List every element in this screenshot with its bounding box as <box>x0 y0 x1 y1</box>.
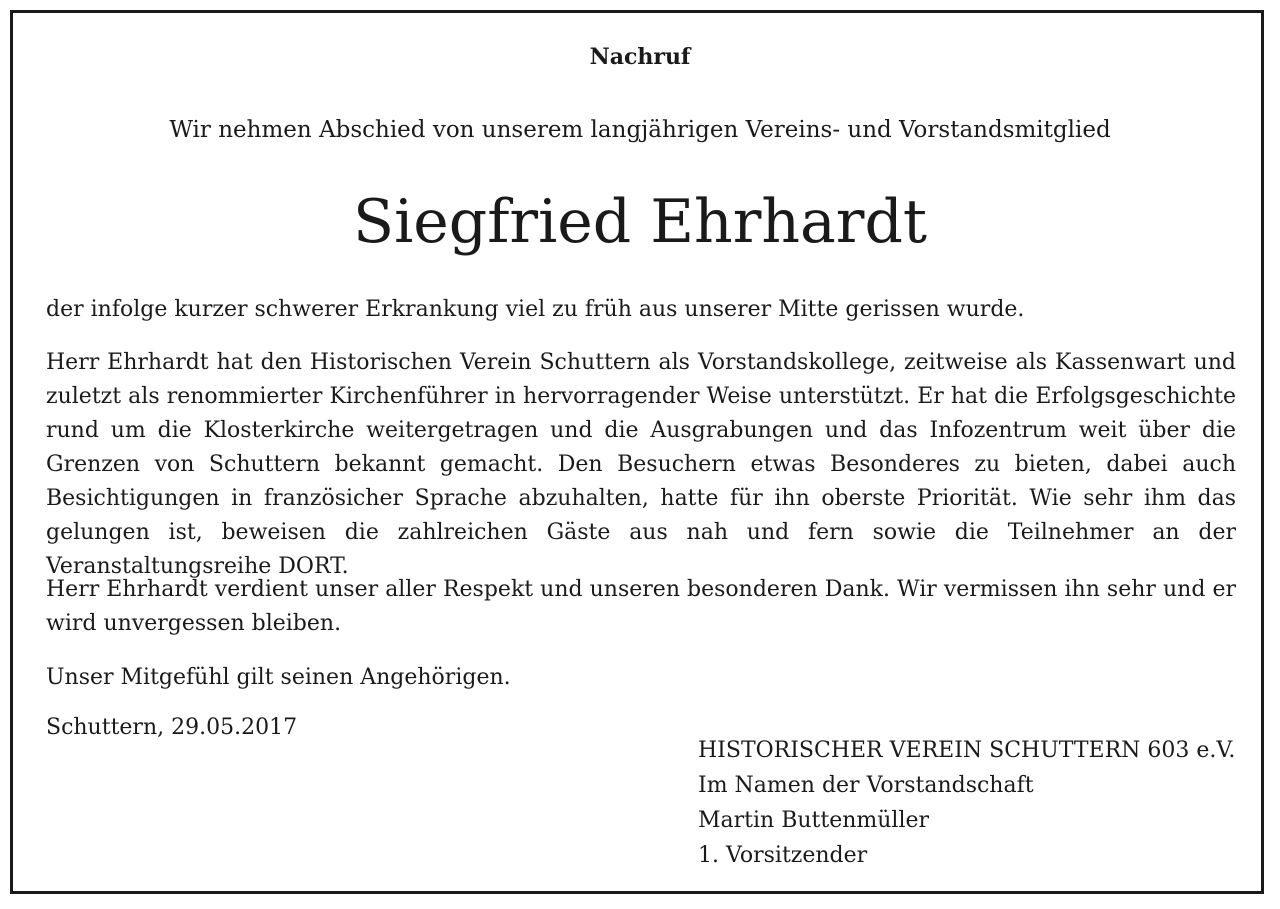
paragraph-illness: der infolge kurzer schwerer Erkrankung viel zu früh aus unserer Mitte gerissen wurde. <box>46 297 1025 322</box>
paragraph-tribute: Herr Ehrhardt hat den Historischen Verein Schuttern als Vorstandskollege, zeitweise als Kassenwart und zuletzt als renommierter Kirchenführer in hervorragender Weise unterstützt. Er hat die Erfolgsgeschichte rund um die Klosterkirche weitergetragen und die Ausgrabungen und das Infozentrum weit über die Grenzen von Schuttern bekannt gemacht. Den Besuchern etwas Besonderes zu bieten, dabei auch Besichtigungen in französicher Sprache abzuhalten, hatte für ihn oberste Priorität. Wie sehr ihm das gelungen ist, beweisen die zahlreichen Gäste aus nah und fern sowie die Teilnehmer an der Veranstaltungsreihe DORT. <box>46 350 1236 579</box>
paragraph-thanks: Herr Ehrhardt verdient unser aller Respekt und unseren besonderen Dank. Wir vermissen ihn sehr und er wird unvergessen bleiben. <box>46 577 1236 636</box>
signature-on-behalf: Im Namen der Vorstandschaft <box>698 773 1034 798</box>
signature-organization: HISTORISCHER VEREIN SCHUTTERN 603 e.V. <box>698 738 1236 763</box>
notice-title: Nachruf <box>589 44 691 70</box>
notice-intro: Wir nehmen Abschied von unserem langjährigen Vereins- und Vorstandsmitglied <box>169 117 1111 143</box>
signature-block <box>698 733 1235 873</box>
paragraph-condolence: Unser Mitgefühl gilt seinen Angehörigen. <box>46 665 511 690</box>
signature-signer: Martin Buttenmüller <box>698 808 930 833</box>
deceased-name: Siegfried Ehrhardt <box>352 187 927 257</box>
place-date: Schuttern, 29.05.2017 <box>46 715 298 740</box>
signature-role: 1. Vorsitzender <box>698 843 868 868</box>
